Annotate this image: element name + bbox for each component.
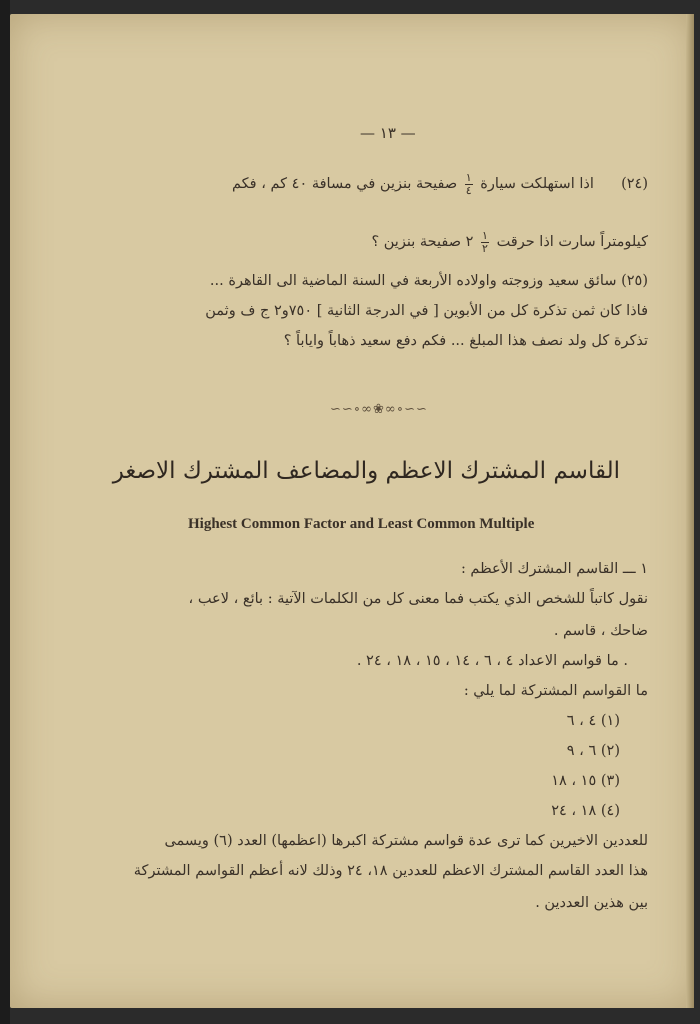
question-1: . ما قواسم الاعداد ٤ ، ٦ ، ١٤ ، ١٥ ، ١٨ ، ٢٤ . <box>356 653 628 669</box>
paragraph-line-1: للعددين الاخيرين كما ترى عدة قواسم مشتركة اكبرها (اعظمها) العدد (٦) ويسمى <box>164 833 648 849</box>
page-fold-edge <box>686 14 694 1008</box>
problem-25-line-1: (٢٥) سائق سعيد وزوجته واولاده الأربعة في السنة الماضية الى القاهرة ... <box>209 273 648 289</box>
problem-24-text-b: صفيحة بنزين في مسافة ٤٠ كم ، فكم <box>232 176 458 193</box>
list-item: (١) ٤ ، ٦ <box>566 713 620 729</box>
problem-25-line-3: تذكرة كل ولد نصف هذا المبلغ ... فكم دفع سعيد ذهاباً واياباً ؟ <box>283 333 648 349</box>
fraction-one-quarter <box>465 172 473 196</box>
section-title-english: Highest Common Factor and Least Common Multiple <box>188 516 535 532</box>
section-title-arabic: القاسم المشترك الاعظم والمضاعف المشترك الاصغر <box>112 458 620 484</box>
intro-line-1: نقول كاتباً للشخص الذي يكتب فما معنى كل من الكلمات الآتية : بائع ، لاعب ، <box>188 591 648 607</box>
fraction-numerator: ١ <box>465 171 472 184</box>
list-item: (٣) ١٥ ، ١٨ <box>551 773 620 789</box>
problem-24-text-a: اذا استهلكت سيارة <box>480 176 594 193</box>
intro-line-2: ضاحك ، قاسم . <box>553 623 648 639</box>
fraction-one-half <box>481 230 489 254</box>
subsection-1-title: ١ ـــ القاسم المشترك الأعظم : <box>460 561 648 577</box>
question-2: ما القواسم المشتركة لما يلي : <box>463 683 648 699</box>
list-item: (٤) ١٨ ، ٢٤ <box>551 803 620 819</box>
paragraph-line-2: هذا العدد القاسم المشترك الاعظم للعددين ١٨، ٢٤ وذلك لانه أعظم القواسم المشتركة <box>133 863 648 879</box>
fraction-numerator: ١ <box>482 229 488 242</box>
problem-24-text-d: ٢ صفيحة بنزين ؟ <box>371 234 474 251</box>
problem-24-line-2 <box>371 230 648 254</box>
page-number: — ١٣ — <box>360 124 416 142</box>
fraction-denominator: ٢ <box>482 241 488 255</box>
problem-24-line-1 <box>232 172 648 196</box>
decorative-divider: ∽∽∘∞❀∞∘∽∽ <box>330 402 428 417</box>
book-page <box>10 14 694 1008</box>
list-item: (٢) ٦ ، ٩ <box>566 743 620 759</box>
book-binding-edge <box>0 0 10 1024</box>
fraction-denominator: ٤ <box>465 183 472 197</box>
problem-24-text-c: كيلومتراً سارت اذا حرقت <box>496 234 648 251</box>
problem-24-number: (٢٤) <box>621 176 648 193</box>
problem-25-line-2: فاذا كان ثمن تذكرة كل من الأبوين [ في الدرجة الثانية ] ٧٥٠و٢ ج ف وثمن <box>205 303 648 319</box>
paragraph-line-3: بين هذين العددين . <box>535 895 648 911</box>
